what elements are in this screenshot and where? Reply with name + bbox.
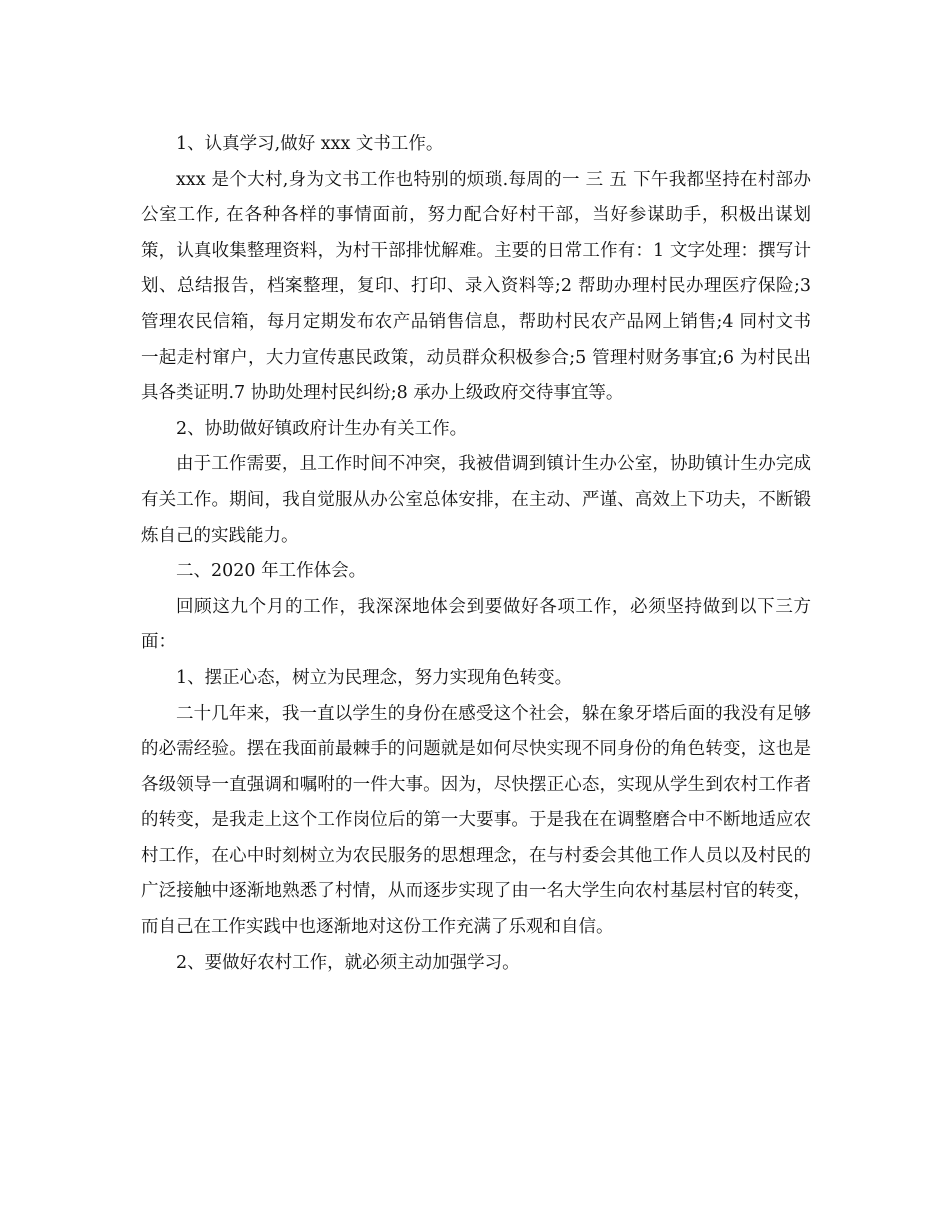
paragraph-body-3: 回顾这九个月的工作，我深深地体会到要做好各项工作，必须坚持做到以下三方面： bbox=[141, 596, 811, 653]
paragraph-heading-3: 1、摆正心态，树立为民理念，努力实现角色转变。 bbox=[176, 667, 573, 688]
section-heading: 二、2020 年工作体会。 bbox=[176, 561, 367, 582]
paragraph-heading-1: 1、认真学习,做好 xxx 文书工作。 bbox=[176, 134, 444, 154]
paragraph-body-2: 由于工作需要，且工作时间不冲突，我被借调到镇计生办公室，协助镇计生办完成有关工作。期间，我自觉服从办公室总体安排，在主动、严谨、高效上下功夫，不断锻炼自己的实践能力。 bbox=[141, 454, 811, 546]
document-page bbox=[141, 127, 811, 981]
paragraph-heading-2: 2、协助做好镇政府计生办有关工作。 bbox=[176, 418, 468, 439]
paragraph-heading-4: 2、要做好农村工作，就必须主动加强学习。 bbox=[176, 952, 520, 973]
paragraph-body-4: 二十几年来，我一直以学生的身份在感受这个社会，躲在象牙塔后面的我没有足够的必需经验。摆在我面前最棘手的问题就是如何尽快实现不同身份的角色转变，这也是各级领导一直强调和嘱咐的一件大事。因为，尽快摆正心态，实现从学生到农村工作者的转变，是我走上这个工作岗位后的第一大要事。于是我在在调整磨合中不断地适应农村工作，在心中时刻树立为农民服务的思想理念，在与村委会其他工作人员以及村民的广泛接触中逐渐地熟悉了村情，从而逐步实现了由一名大学生向农村基层村官的转变，而自己在工作实践中也逐渐地对这份工作充满了乐观和自信。 bbox=[141, 703, 811, 938]
paragraph-body-1: xxx 是个大村,身为文书工作也特别的烦琐.每周的一 三 五 下午我都坚持在村部办公室工作, 在各种各样的事情面前，努力配合好村干部，当好参谋助手，积极出谋划策，认真收集整理资料，为村干部排忧解难。主要的日常工作有：1 文字处理：撰写计划、总结报告，档案整理，复印、打印、录入资料等;2 帮助办理村民办理医疗保险;3 管理农民信箱，每月定期发布农产品销售信息，帮助村民农产品网上销售;4 同村文书一起走村窜户，大力宣传惠民政策，动员群众积极参合;5 管理村财务事宜;6 为村民出具各类证明.7 协助处理村民纠纷;8 承办上级政府交待事宜等。 bbox=[141, 169, 811, 404]
